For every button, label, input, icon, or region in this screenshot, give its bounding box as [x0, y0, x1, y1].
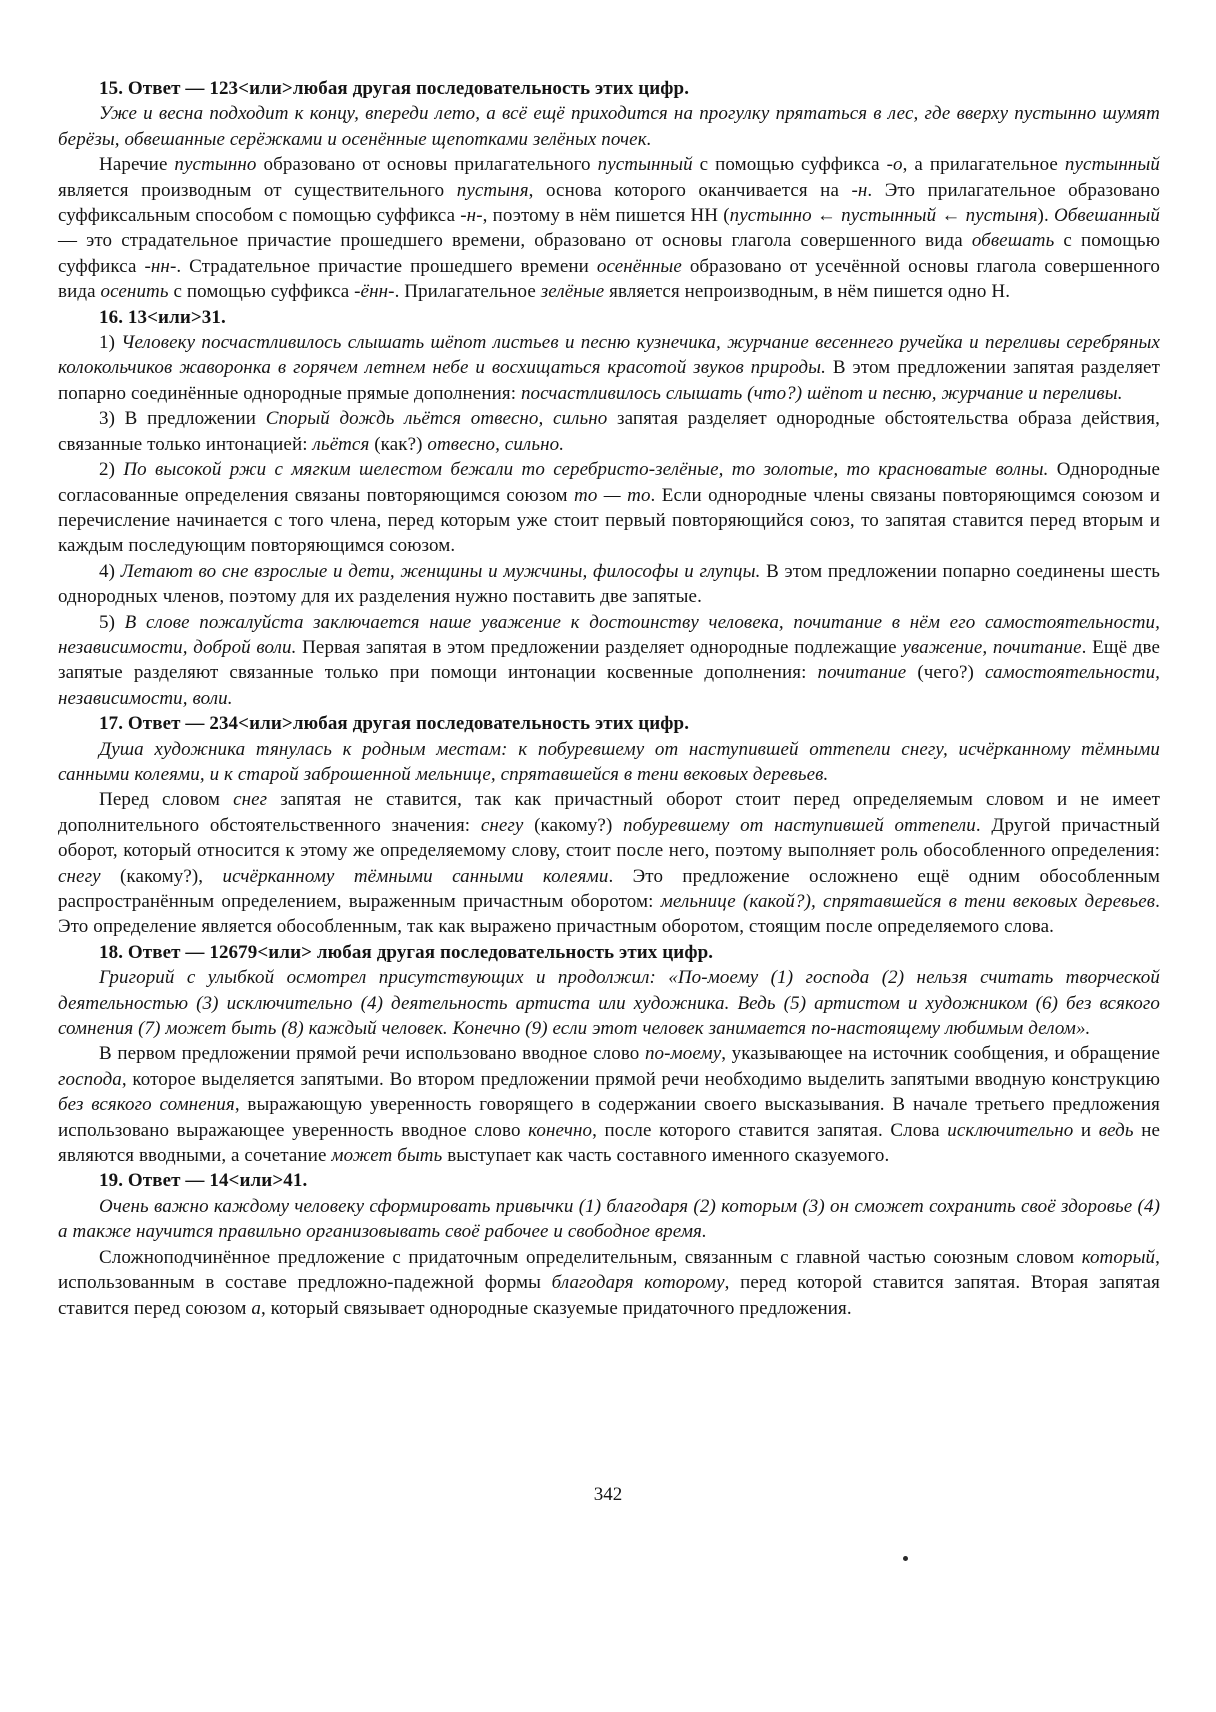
example-italic-text: пустынно ← пустынный ← пустыня — [729, 205, 1038, 227]
paragraph — [58, 457, 1160, 559]
paragraph — [58, 559, 1160, 610]
paragraph — [58, 330, 1160, 406]
example-italic-text: Летают во сне взрослые и дети, женщины и мужчины, философы и глупцы. — [120, 560, 761, 582]
example-italic-text: -о — [886, 154, 903, 176]
example-italic-text: снег — [233, 789, 268, 811]
explanation-text: Перед словом — [99, 789, 234, 811]
explanation-text: Однородные согласованные определения связаны повторяющимся союзом — [58, 459, 1160, 506]
answer-heading — [58, 76, 1160, 101]
explanation-text: выступает как часть составного именного сказуемого. — [442, 1145, 890, 1167]
explanation-text: с помощью суффикса — [168, 281, 355, 303]
explanation-text: . Если однородные члены связаны повторяющимся союзом и перечисление начинается с того члена, перед которым уже стоит первый повторяющийся союз, то запятая ставится перед вторым и каждым последующим повторяющимся союзом. — [58, 484, 1160, 557]
explanation-text: 3) В предложении — [99, 408, 266, 430]
explanation-text: (какому?), — [100, 865, 223, 887]
explanation-text: не являются вводными, а сочетание — [58, 1119, 1161, 1167]
explanation-text: , который связывает однородные сказуемые придаточного предложения. — [260, 1297, 852, 1319]
explanation-text: и — [1073, 1119, 1099, 1141]
example-italic-text: льётся — [312, 433, 370, 455]
explanation-text: ). — [1037, 205, 1054, 227]
explanation-text: Первая запятая в этом предложении разделяет однородные подлежащие — [296, 636, 903, 658]
example-italic-text: -н — [851, 179, 868, 201]
example-italic-text: Человеку посчастливилось слышать шёпот листьев и песню кузнечика, журчание весеннего ручейка и переливы серебряных колокольчиков жаворонка в горячем летнем небе и восхищаться красотой звуков природы. — [58, 332, 1160, 379]
example-italic-text: самостоятельности, независимости, воли. — [58, 662, 1161, 709]
explanation-text: . Это прилагательное образовано суффиксальным способом с помощью суффикса — [58, 179, 1160, 227]
explanation-text: с помощью суффикса — [58, 230, 1160, 277]
example-italic-text: отвесно, сильно. — [427, 433, 565, 455]
answer-heading-text: 17. Ответ — 234<или>любая другая последовательность этих цифр. — [99, 713, 690, 735]
explanation-text: является производным от существительного — [58, 179, 457, 201]
explanation-text: , поэтому в нём пишется НН ( — [482, 205, 730, 227]
example-italic-text: пустынный — [597, 154, 693, 176]
explanation-text: 4) — [99, 560, 121, 582]
paragraph — [58, 965, 1160, 1041]
paragraph — [58, 152, 1160, 304]
explanation-text: Наречие — [99, 154, 175, 176]
explanation-text: является непроизводным, в нём пишется одно Н. — [604, 281, 1011, 303]
explanation-text: (какому?) — [523, 814, 624, 836]
explanation-text: , использованным в составе предложно-падежной формы — [58, 1246, 1160, 1294]
example-italic-text: пустынный — [1064, 154, 1160, 176]
example-italic-text: то — то — [574, 484, 651, 506]
explanation-text: образовано от основы прилагательного — [256, 154, 598, 176]
explanation-text: — это страдательное причастие прошедшего времени, образовано от основы глагола совершенного вида — [58, 230, 972, 252]
example-italic-text: конечно — [528, 1119, 593, 1141]
explanation-text: , которое выделяется запятыми. Во втором предложении прямой речи необходимо выделить запятыми вводную конструкцию — [121, 1068, 1160, 1090]
explanation-text: 2) — [99, 459, 124, 481]
example-italic-text: уважение, почитание — [902, 636, 1082, 658]
explanation-text: В этом предложении запятая разделяет попарно соединённые однородные прямые дополнения: — [58, 357, 1160, 404]
example-italic-text: снегу — [480, 814, 524, 836]
paragraph — [58, 1245, 1160, 1321]
explanation-text: . Это определение является обособленным, так как выражено причастным оборотом, стоящим после определяемого слова. — [58, 891, 1161, 938]
paragraph — [58, 406, 1160, 457]
example-italic-text: Спорый дождь льётся отвесно, сильно — [265, 408, 608, 430]
explanation-text: запятая разделяет однородные обстоятельства образа действия, связанные только интонацией: — [58, 408, 1160, 455]
example-italic-text: пустыня — [456, 179, 529, 201]
answer-heading-text: 15. Ответ — 123<или>любая другая последовательность этих цифр. — [99, 78, 690, 99]
example-italic-text: -н- — [460, 205, 483, 227]
example-italic-text: который — [1081, 1246, 1156, 1268]
example-italic-text: Григорий с улыбкой осмотрел присутствующих и продолжил: «По-моему (1) господа (2) нельзя считать творческой деятельностью (3) исключительно (4) деятельность артиста или художника. Ведь (5) артистом и художником (6) без всякого сомнения (7) может быть (8) каждый человек. Конечно (9) если этот человек занимается по-настоящему любимым делом». — [58, 967, 1160, 1040]
explanation-text: , выражающую уверенность говорящего в содержании своего высказывания. В начале третьего предложения использовано выражающее уверенность вводное слово — [58, 1094, 1161, 1141]
example-italic-text: Уже и весна подходит к концу, впереди лето, а всё ещё приходится на прогулку прятаться в лес, где вверху пустынно шумят берёзы, обвешанные серёжками и осенённые щепотками зелёных почек. — [58, 103, 1160, 150]
explanation-text: . Прилагательное — [394, 281, 541, 303]
explanation-text: образовано от усечённой основы глагола совершенного вида — [58, 255, 1160, 303]
explanation-text: В этом предложении попарно соединены шесть однородных членов, поэтому для их разделения нужно поставить две запятые. — [58, 560, 1160, 608]
example-italic-text: зелёные — [540, 281, 605, 303]
example-italic-text: -ённ- — [354, 281, 395, 303]
paragraph — [58, 1194, 1160, 1245]
example-italic-text: пустынно — [174, 154, 257, 176]
example-italic-text: осенённые — [596, 255, 682, 277]
example-italic-text: может быть — [331, 1145, 443, 1167]
example-italic-text: -нн- — [144, 255, 177, 277]
example-italic-text: без всякого сомнения — [58, 1094, 235, 1116]
explanation-text: , а прилагательное — [902, 154, 1065, 176]
answer-heading — [58, 305, 1160, 330]
explanation-text: 5) — [99, 611, 125, 633]
example-italic-text: ведь — [1098, 1119, 1134, 1141]
example-italic-text: посчастливилось слышать (что?) шёпот и песню, журчание и переливы. — [520, 382, 1123, 404]
answer-heading — [58, 711, 1160, 736]
example-italic-text: почитание — [817, 662, 907, 684]
explanation-text: , перед которой ставится запятая. Вторая запятая ставится перед союзом — [58, 1272, 1160, 1319]
example-italic-text: обвешать — [971, 230, 1055, 252]
explanation-text: (чего?) — [906, 662, 985, 684]
example-italic-text: побуревшему от наступившей оттепели — [623, 814, 976, 836]
scan-artifact-dot — [903, 1556, 908, 1561]
answer-heading-text: 19. Ответ — 14<или>41. — [99, 1170, 308, 1192]
explanation-text: В первом предложении прямой речи использовано вводное слово — [99, 1043, 645, 1065]
example-italic-text: В слове пожалуйста заключается наше уважение к достоинству человека, почитание в нём его самостоятельности, независимости, доброй воли. — [58, 611, 1160, 658]
example-italic-text: снегу — [58, 865, 101, 887]
example-italic-text: господа — [58, 1068, 122, 1090]
example-italic-text: а — [251, 1297, 261, 1319]
explanation-text: , после которого ставится запятая. Слова — [592, 1119, 948, 1141]
paragraph — [58, 737, 1160, 788]
explanation-text: 1) — [99, 332, 122, 354]
paragraph — [58, 787, 1160, 939]
explanation-text: с помощью суффикса — [692, 154, 887, 176]
page-number: 342 — [593, 1484, 623, 1505]
example-italic-text: Душа художника тянулась к родным местам: к побуревшему от наступившей оттепели снегу, исчёрканному тёмными санными колеями, и к старой заброшенной мельнице, спрятавшейся в тени вековых деревьев. — [58, 738, 1160, 785]
answer-heading — [58, 940, 1160, 965]
text-body — [58, 76, 1160, 1321]
answer-heading-text: 18. Ответ — 12679<или> любая другая последовательность этих цифр. — [99, 941, 714, 963]
paragraph — [58, 1041, 1160, 1168]
explanation-text: . Это предложение осложнено ещё одним обособленным распространённым определением, выраженным причастным оборотом: — [58, 865, 1160, 912]
explanation-text: . Другой причастный оборот, который относится к этому же определяемому слову, стоит после него, поэтому выполняет роль обособленного определения: — [58, 814, 1160, 862]
example-italic-text: По высокой ржи с мягким шелестом бежали то серебристо-зелёные, то золотые, то красноватые волны. — [123, 459, 1049, 481]
paragraph — [58, 101, 1160, 152]
explanation-text: . Ещё две запятые разделяют связанные только при помощи интонации косвенные дополнения: — [58, 636, 1160, 684]
explanation-text: . Страдательное причастие прошедшего времени — [176, 255, 597, 277]
explanation-text: Сложноподчинённое предложение с придаточным определительным, связанным с главной частью союзным словом — [99, 1246, 1082, 1268]
example-italic-text: исключительно — [947, 1119, 1074, 1141]
example-italic-text: мельнице (какой?), спрятавшейся в тени вековых деревьев — [660, 891, 1156, 912]
answer-heading — [58, 1168, 1160, 1193]
example-italic-text: осенить — [100, 281, 169, 303]
example-italic-text: исчёрканному тёмными санными колеями — [222, 865, 609, 887]
paragraph — [58, 610, 1160, 712]
explanation-text: , основа которого оканчивается на — [528, 179, 852, 201]
explanation-text: (как?) — [369, 433, 428, 455]
explanation-text: запятая не ставится, так как причастный оборот стоит перед определяемым словом и не имеет дополнительного обстоятельственного значения: — [58, 789, 1160, 836]
example-italic-text: Очень важно каждому человеку сформировать привычки (1) благодаря (2) которым (3) он сможет сохранить своё здоровье (4) а также научится правильно организовывать своё рабочее и свободное время. — [58, 1195, 1160, 1243]
example-italic-text: благодаря которому — [551, 1272, 725, 1294]
example-italic-text: Обвешанный — [1053, 205, 1160, 227]
answer-heading-text: 16. 13<или>31. — [99, 306, 226, 328]
example-italic-text: по-моему — [644, 1043, 722, 1065]
explanation-text: , указывающее на источник сообщения, и обращение — [721, 1043, 1160, 1065]
